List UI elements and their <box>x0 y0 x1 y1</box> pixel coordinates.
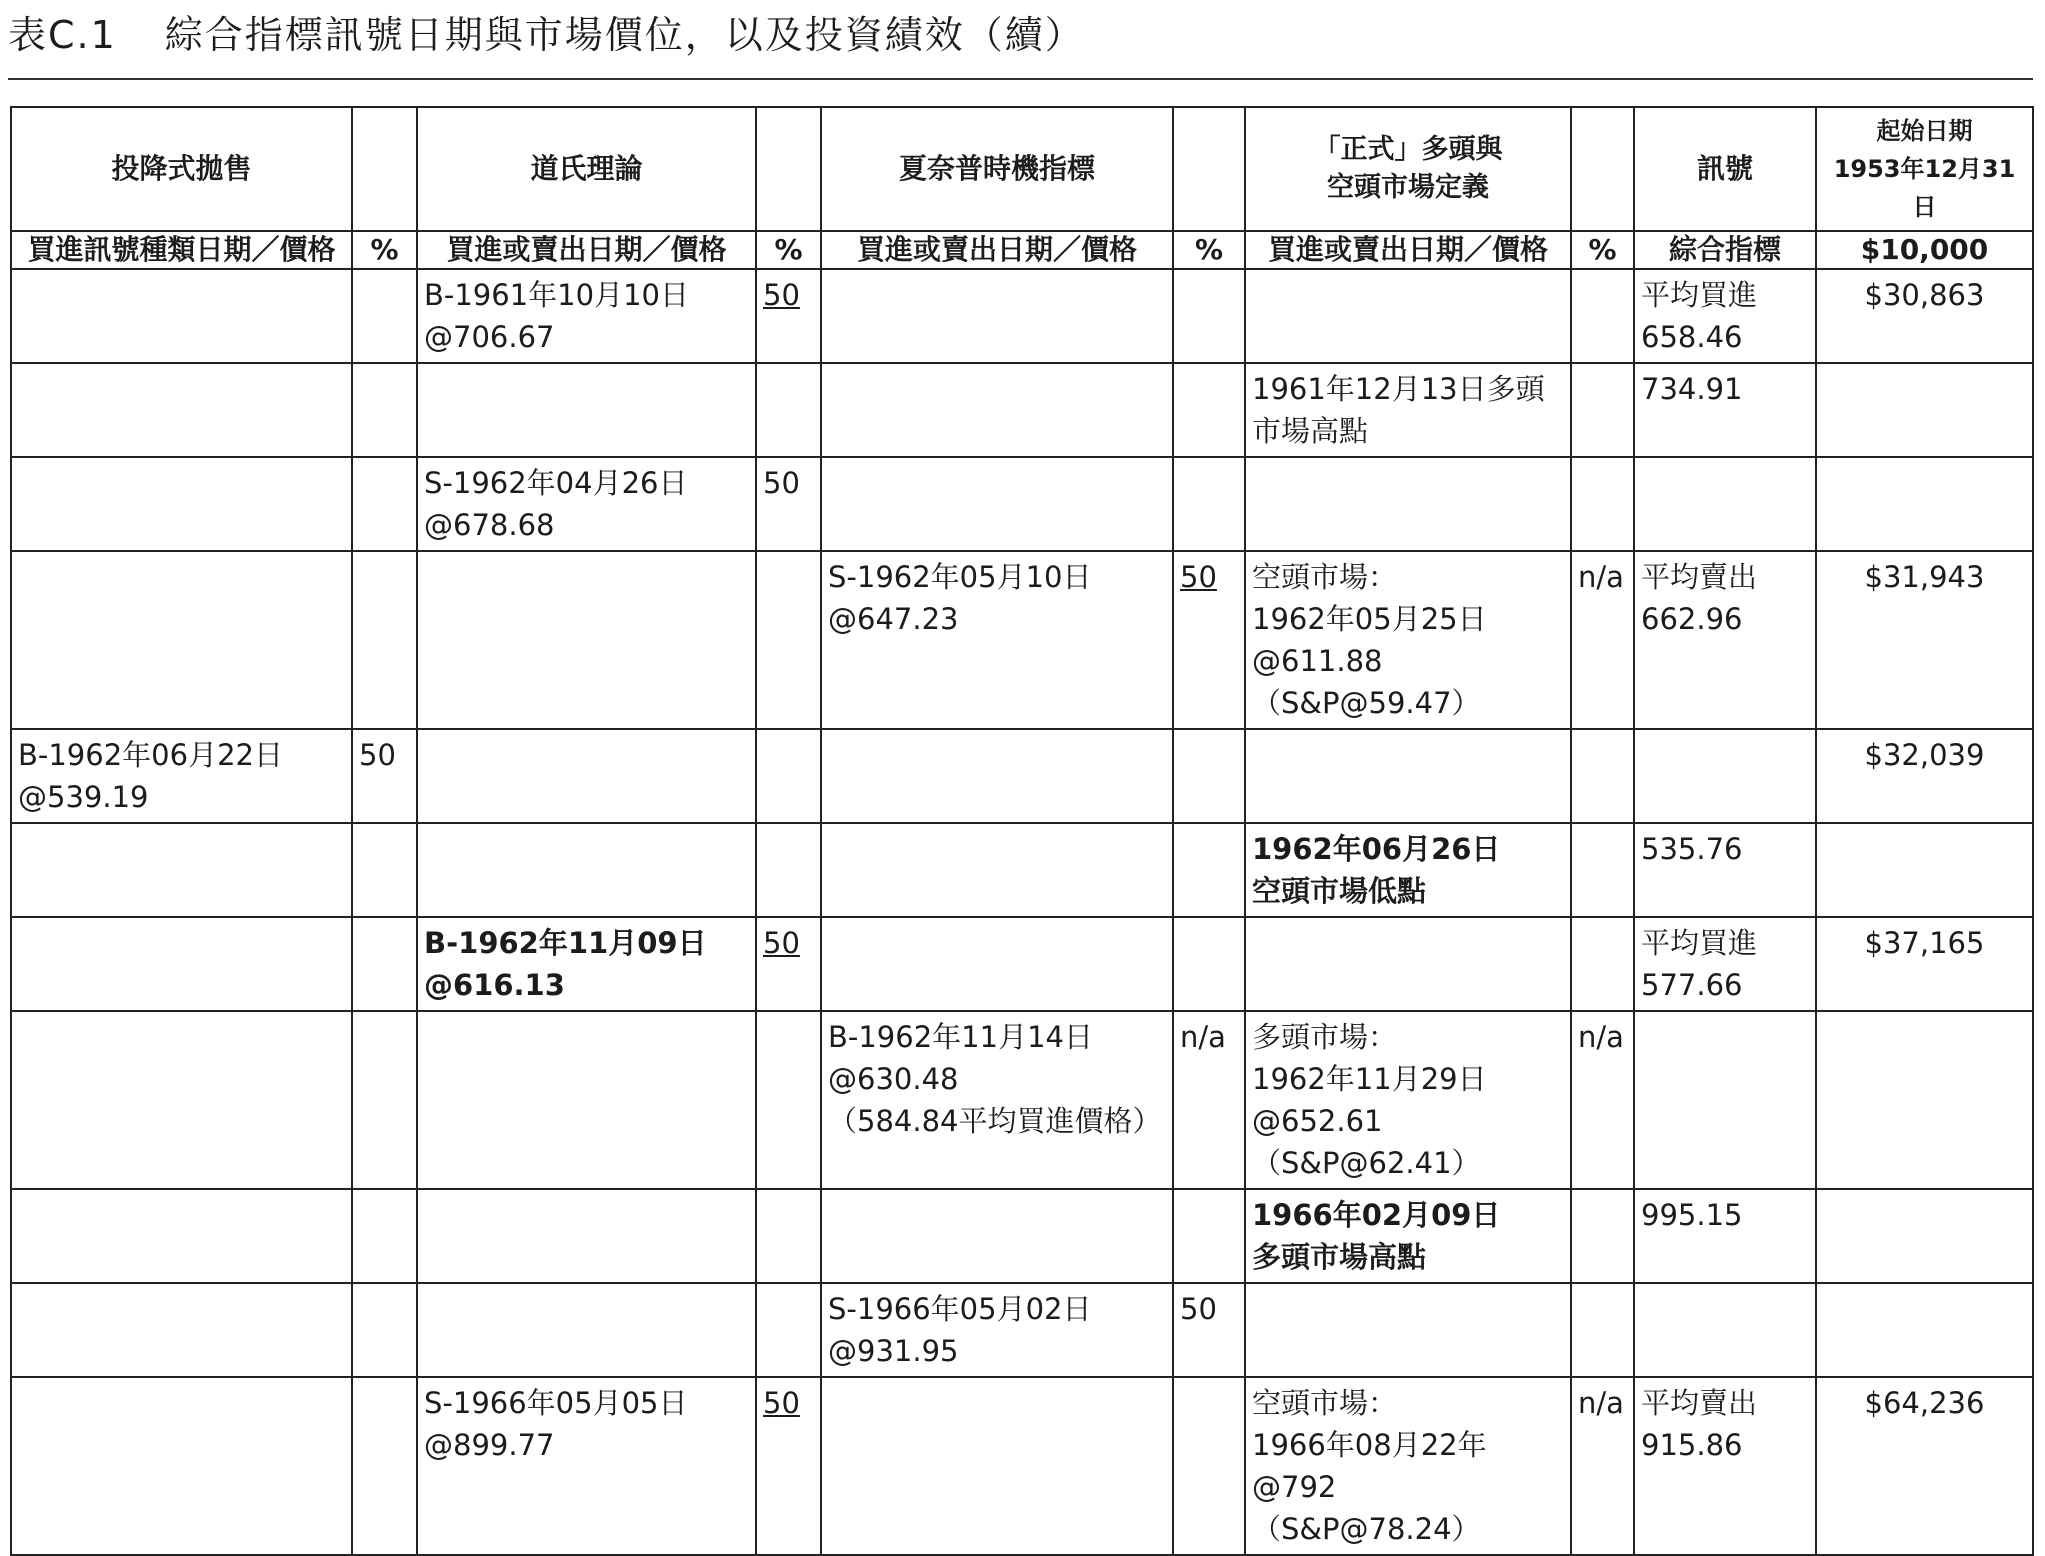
table-row <box>11 551 2033 729</box>
pct-cell <box>756 457 821 551</box>
market-def-cell <box>1245 457 1571 551</box>
market-def-cell <box>1245 269 1571 363</box>
signal-cell <box>1634 1189 1816 1283</box>
cell-text: 50 <box>763 466 800 500</box>
pct-cell <box>1571 917 1634 1011</box>
table-body <box>11 269 2033 1555</box>
cell-text: $64,236 <box>1864 1386 1985 1420</box>
cell-text: $31,943 <box>1864 560 1985 594</box>
capitulation-cell <box>11 823 352 917</box>
title-rule <box>8 78 2033 80</box>
cell-text: 1962年06月26日 空頭市場低點 <box>1252 832 1501 908</box>
cell-text: B-1962年11月14日 @630.48 （584.84平均買進價格） <box>828 1020 1162 1138</box>
sharpe-cell <box>821 823 1173 917</box>
col-header-blank <box>756 107 821 231</box>
sharpe-cell <box>821 457 1173 551</box>
pct-cell <box>352 1011 417 1189</box>
cell-text: 多頭市場： 1962年11月29日 @652.61（S&P@62.41） <box>1252 1020 1487 1180</box>
signal-cell <box>1634 1011 1816 1189</box>
cell-text: 1961年12月13日多頭 市場高點 <box>1252 372 1545 448</box>
signal-cell <box>1634 363 1816 457</box>
sub-header-percent: % <box>1571 231 1634 269</box>
col-header-dow-theory: 道氏理論 <box>417 107 756 231</box>
cell-text: B-1961年10月10日 @706.67 <box>424 278 689 354</box>
cell-text: 平均買進 658.46 <box>1641 278 1758 354</box>
dow-cell <box>417 1377 756 1555</box>
cell-text: 平均賣出 662.96 <box>1641 560 1758 636</box>
value-cell <box>1816 823 2033 917</box>
capitulation-cell <box>11 363 352 457</box>
pct-cell <box>352 1189 417 1283</box>
dow-cell <box>417 1011 756 1189</box>
table-row <box>11 363 2033 457</box>
pct-cell <box>1571 1011 1634 1189</box>
cell-text: S-1966年05月02日 @931.95 <box>828 1292 1092 1368</box>
value-cell <box>1816 1283 2033 1377</box>
sharpe-cell <box>821 1011 1173 1189</box>
capitulation-cell <box>11 917 352 1011</box>
signal-cell <box>1634 551 1816 729</box>
cell-text: n/a <box>1578 1020 1624 1054</box>
market-def-cell <box>1245 1283 1571 1377</box>
cell-text: n/a <box>1578 1386 1624 1420</box>
dow-cell <box>417 729 756 823</box>
cell-text: S-1962年04月26日 @678.68 <box>424 466 688 542</box>
pct-cell <box>352 457 417 551</box>
capitulation-cell <box>11 1283 352 1377</box>
market-def-cell <box>1245 551 1571 729</box>
capitulation-cell <box>11 1189 352 1283</box>
dow-cell <box>417 1189 756 1283</box>
sub-header-buy-sell-date-price: 買進或賣出日期／價格 <box>417 231 756 269</box>
cell-text: 734.91 <box>1641 372 1743 406</box>
value-cell <box>1816 457 2033 551</box>
cell-text: 50 <box>763 926 800 960</box>
signal-cell <box>1634 457 1816 551</box>
pct-cell <box>1173 457 1245 551</box>
sharpe-cell <box>821 1283 1173 1377</box>
cell-text: S-1966年05月05日 @899.77 <box>424 1386 688 1462</box>
signal-cell <box>1634 917 1816 1011</box>
market-def-cell <box>1245 1011 1571 1189</box>
cell-text: S-1962年05月10日 @647.23 <box>828 560 1092 636</box>
table-title <box>8 4 1085 59</box>
pct-cell <box>1173 269 1245 363</box>
pct-cell <box>1571 1189 1634 1283</box>
cell-text: 50 <box>763 1386 800 1420</box>
pct-cell <box>756 1377 821 1555</box>
sub-header-buy-sell-date-price: 買進或賣出日期／價格 <box>1245 231 1571 269</box>
pct-cell <box>1571 1283 1634 1377</box>
pct-cell <box>1571 363 1634 457</box>
col-header-sharpe-timing: 夏奈普時機指標 <box>821 107 1173 231</box>
capitulation-cell <box>11 457 352 551</box>
pct-cell <box>352 917 417 1011</box>
pct-cell <box>352 1283 417 1377</box>
pct-cell <box>756 729 821 823</box>
market-def-cell <box>1245 729 1571 823</box>
signals-table <box>10 106 2034 1556</box>
pct-cell <box>1571 729 1634 823</box>
cell-text: 50 <box>1180 1292 1217 1326</box>
cell-text: 平均賣出 915.86 <box>1641 1386 1758 1462</box>
value-cell <box>1816 1377 2033 1555</box>
signal-cell <box>1634 269 1816 363</box>
value-cell <box>1816 1189 2033 1283</box>
pct-cell <box>352 729 417 823</box>
cell-text: $30,863 <box>1864 278 1985 312</box>
capitulation-cell <box>11 1011 352 1189</box>
market-def-cell <box>1245 363 1571 457</box>
signal-cell <box>1634 729 1816 823</box>
cell-text: 995.15 <box>1641 1198 1743 1232</box>
pct-cell <box>1571 457 1634 551</box>
cell-text: $37,165 <box>1864 926 1985 960</box>
capitulation-cell <box>11 551 352 729</box>
col-header-blank <box>1173 107 1245 231</box>
cell-text: 空頭市場： 1966年08月22年 @792 （S&P@78.24） <box>1252 1386 1487 1546</box>
pct-cell <box>756 269 821 363</box>
table-row <box>11 917 2033 1011</box>
pct-cell <box>1173 551 1245 729</box>
sharpe-cell <box>821 269 1173 363</box>
header-row-sub <box>11 231 2033 269</box>
pct-cell <box>756 1189 821 1283</box>
cell-text: 535.76 <box>1641 832 1743 866</box>
sub-header-initial-amount: $10,000 <box>1816 231 2033 269</box>
market-def-cell <box>1245 823 1571 917</box>
dow-cell <box>417 457 756 551</box>
sharpe-cell <box>821 551 1173 729</box>
cell-text: 平均買進 577.66 <box>1641 926 1758 1002</box>
sharpe-cell <box>821 729 1173 823</box>
table-row <box>11 1283 2033 1377</box>
value-cell <box>1816 917 2033 1011</box>
signal-cell <box>1634 1377 1816 1555</box>
value-cell <box>1816 269 2033 363</box>
dow-cell <box>417 363 756 457</box>
capitulation-cell <box>11 729 352 823</box>
table-row <box>11 823 2033 917</box>
table-row <box>11 729 2033 823</box>
value-cell <box>1816 729 2033 823</box>
cell-text: B-1962年06月22日 @539.19 <box>18 738 283 814</box>
pct-cell <box>1571 1377 1634 1555</box>
pct-cell <box>1173 917 1245 1011</box>
market-def-cell <box>1245 917 1571 1011</box>
col-header-signal: 訊號 <box>1634 107 1816 231</box>
table-row <box>11 1377 2033 1555</box>
table-number: 表C.1 <box>8 13 117 57</box>
pct-cell <box>1571 269 1634 363</box>
dow-cell <box>417 917 756 1011</box>
sub-header-percent: % <box>352 231 417 269</box>
pct-cell <box>1173 729 1245 823</box>
col-header-capitulation: 投降式拋售 <box>11 107 352 231</box>
sub-header-percent: % <box>1173 231 1245 269</box>
pct-cell <box>756 551 821 729</box>
sub-header-buy-sell-date-price: 買進或賣出日期／價格 <box>821 231 1173 269</box>
col-header-blank <box>1571 107 1634 231</box>
pct-cell <box>1173 1377 1245 1555</box>
cell-text: 50 <box>1180 560 1217 594</box>
pct-cell <box>756 823 821 917</box>
pct-cell <box>1571 551 1634 729</box>
market-def-cell <box>1245 1377 1571 1555</box>
header-row-top <box>11 107 2033 231</box>
capitulation-cell <box>11 1377 352 1555</box>
col-header-start-date: 起始日期 1953年12月31日 <box>1816 107 2033 231</box>
sharpe-cell <box>821 363 1173 457</box>
col-header-blank <box>352 107 417 231</box>
pct-cell <box>352 551 417 729</box>
pct-cell <box>352 363 417 457</box>
pct-cell <box>352 1377 417 1555</box>
pct-cell <box>1571 823 1634 917</box>
pct-cell <box>1173 1011 1245 1189</box>
table-caption: 綜合指標訊號日期與市場價位，以及投資績效（續） <box>164 13 1085 57</box>
dow-cell <box>417 551 756 729</box>
cell-text: $32,039 <box>1864 738 1985 772</box>
cell-text: 50 <box>359 738 396 772</box>
sharpe-cell <box>821 1377 1173 1555</box>
signal-cell <box>1634 1283 1816 1377</box>
value-cell <box>1816 363 2033 457</box>
dow-cell <box>417 269 756 363</box>
table-row <box>11 1011 2033 1189</box>
sub-header-composite-index: 綜合指標 <box>1634 231 1816 269</box>
pct-cell <box>1173 823 1245 917</box>
pct-cell <box>756 917 821 1011</box>
table-row <box>11 269 2033 363</box>
cell-text: n/a <box>1578 560 1624 594</box>
sub-header-buy-signal-date-price: 買進訊號種類日期／價格 <box>11 231 352 269</box>
pct-cell <box>1173 1189 1245 1283</box>
sharpe-cell <box>821 1189 1173 1283</box>
cell-text: B-1962年11月09日 @616.13 <box>424 926 707 1002</box>
table-row <box>11 1189 2033 1283</box>
cell-text: 1966年02月09日 多頭市場高點 <box>1252 1198 1501 1274</box>
cell-text: 50 <box>763 278 800 312</box>
pct-cell <box>756 363 821 457</box>
dow-cell <box>417 1283 756 1377</box>
value-cell <box>1816 1011 2033 1189</box>
signal-cell <box>1634 823 1816 917</box>
dow-cell <box>417 823 756 917</box>
capitulation-cell <box>11 269 352 363</box>
pct-cell <box>352 269 417 363</box>
pct-cell <box>1173 363 1245 457</box>
pct-cell <box>756 1011 821 1189</box>
market-def-cell <box>1245 1189 1571 1283</box>
cell-text: 空頭市場： 1962年05月25日 @611.88（S&P@59.47） <box>1252 560 1487 720</box>
sub-header-percent: % <box>756 231 821 269</box>
pct-cell <box>756 1283 821 1377</box>
table-row <box>11 457 2033 551</box>
pct-cell <box>1173 1283 1245 1377</box>
value-cell <box>1816 551 2033 729</box>
sharpe-cell <box>821 917 1173 1011</box>
cell-text: n/a <box>1180 1020 1226 1054</box>
pct-cell <box>352 823 417 917</box>
col-header-market-definition: 「正式」多頭與 空頭市場定義 <box>1245 107 1571 231</box>
